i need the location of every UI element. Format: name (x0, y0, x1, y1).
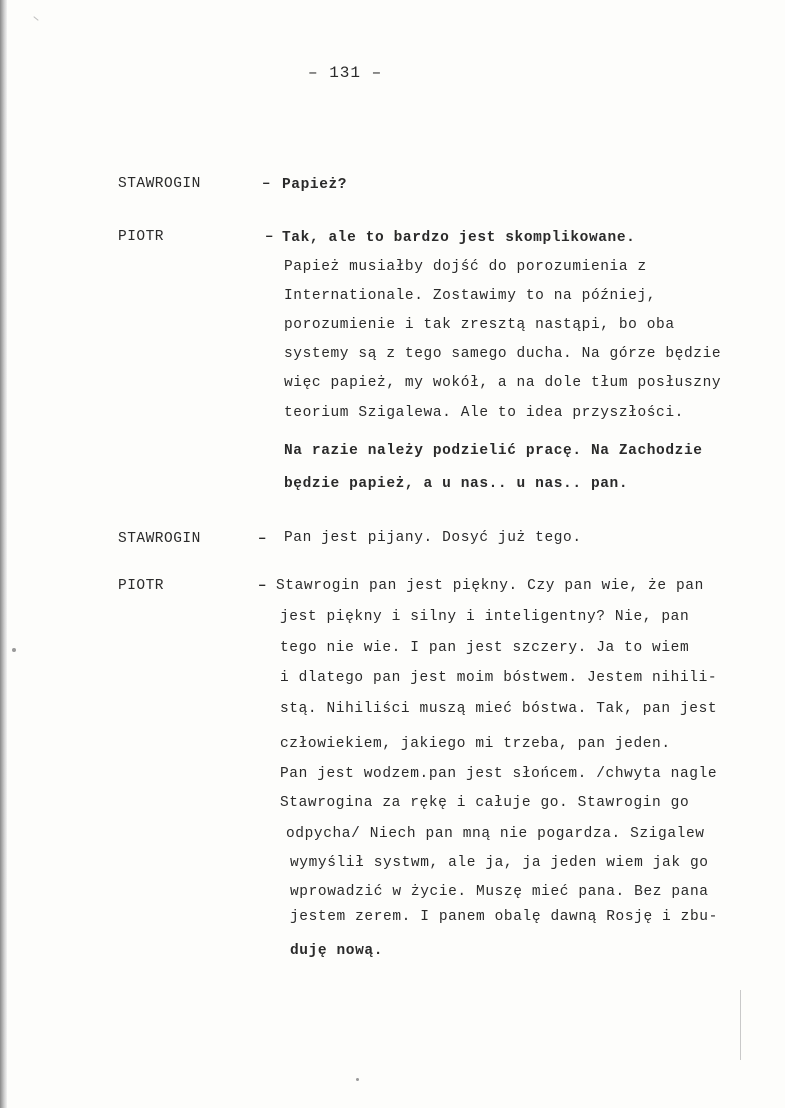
speaker-name: STAWROGIN (118, 176, 201, 192)
dialogue-line: teorium Szigalewa. Ale to idea przyszłości. (284, 405, 684, 421)
dialogue-line: Pan jest wodzem.pan jest słońcem. /chwyta nagle (280, 766, 718, 782)
dialogue-line: tego nie wie. I pan jest szczery. Ja to wiem (280, 640, 690, 656)
dialogue-line: Internationale. Zostawimy to na później, (284, 288, 657, 304)
dialogue-line: człowiekiem, jakiego mi trzeba, pan jeden. (280, 736, 671, 752)
scan-mark (33, 16, 38, 21)
dialogue-line: i dlatego pan jest moim bóstwem. Jestem nihili- (280, 670, 718, 686)
scan-speck (12, 648, 16, 652)
dialogue-line: odpycha/ Niech pan mną nie pogardza. Szigalew (286, 826, 705, 842)
dialogue-line: Na razie należy podzielić pracę. Na Zachodzie (284, 443, 703, 459)
dialogue-line: Pan jest pijany. Dosyć już tego. (284, 530, 582, 546)
dialogue-dash: – (258, 578, 267, 594)
dialogue-line: Tak, ale to bardzo jest skomplikowane. (282, 230, 636, 246)
dialogue-line: Papież? (282, 177, 348, 193)
dialogue-line: Stawrogin pan jest piękny. Czy pan wie, że pan (276, 578, 704, 594)
scan-margin-line (740, 990, 741, 1060)
speaker-name: PIOTR (118, 229, 165, 245)
scan-speck (356, 1078, 359, 1081)
dialogue-line: Stawrogina za rękę i całuje go. Stawrogin go (280, 795, 690, 811)
dialogue-line: jestem zerem. I panem obalę dawną Rosję i zbu- (290, 909, 718, 925)
dialogue-line: wymyślił systwm, ale ja, ja jeden wiem jak go (290, 855, 709, 871)
dialogue-line: porozumienie i tak zresztą nastąpi, bo oba (284, 317, 675, 333)
dialogue-dash: – (265, 229, 274, 245)
dialogue-line: duję nową. (290, 943, 384, 959)
dialogue-line: systemy są z tego samego ducha. Na górze będzie (284, 346, 722, 362)
page-number: – 131 – (308, 64, 383, 82)
dialogue-line: jest piękny i silny i inteligentny? Nie, pan (280, 609, 690, 625)
dialogue-dash: – (258, 531, 267, 547)
dialogue-line: więc papież, my wokół, a na dole tłum posłuszny (284, 375, 722, 391)
speaker-name: STAWROGIN (118, 531, 201, 547)
speaker-name: PIOTR (118, 578, 165, 594)
dialogue-line: stą. Nihiliści muszą mieć bóstwa. Tak, pan jest (280, 701, 718, 717)
dialogue-line: będzie papież, a u nas.. u nas.. pan. (284, 476, 629, 492)
dialogue-dash: – (262, 176, 271, 192)
scan-left-edge (0, 0, 7, 1108)
dialogue-line: Papież musiałby dojść do porozumienia z (284, 259, 647, 275)
dialogue-line: wprowadzić w życie. Muszę mieć pana. Bez pana (290, 884, 709, 900)
